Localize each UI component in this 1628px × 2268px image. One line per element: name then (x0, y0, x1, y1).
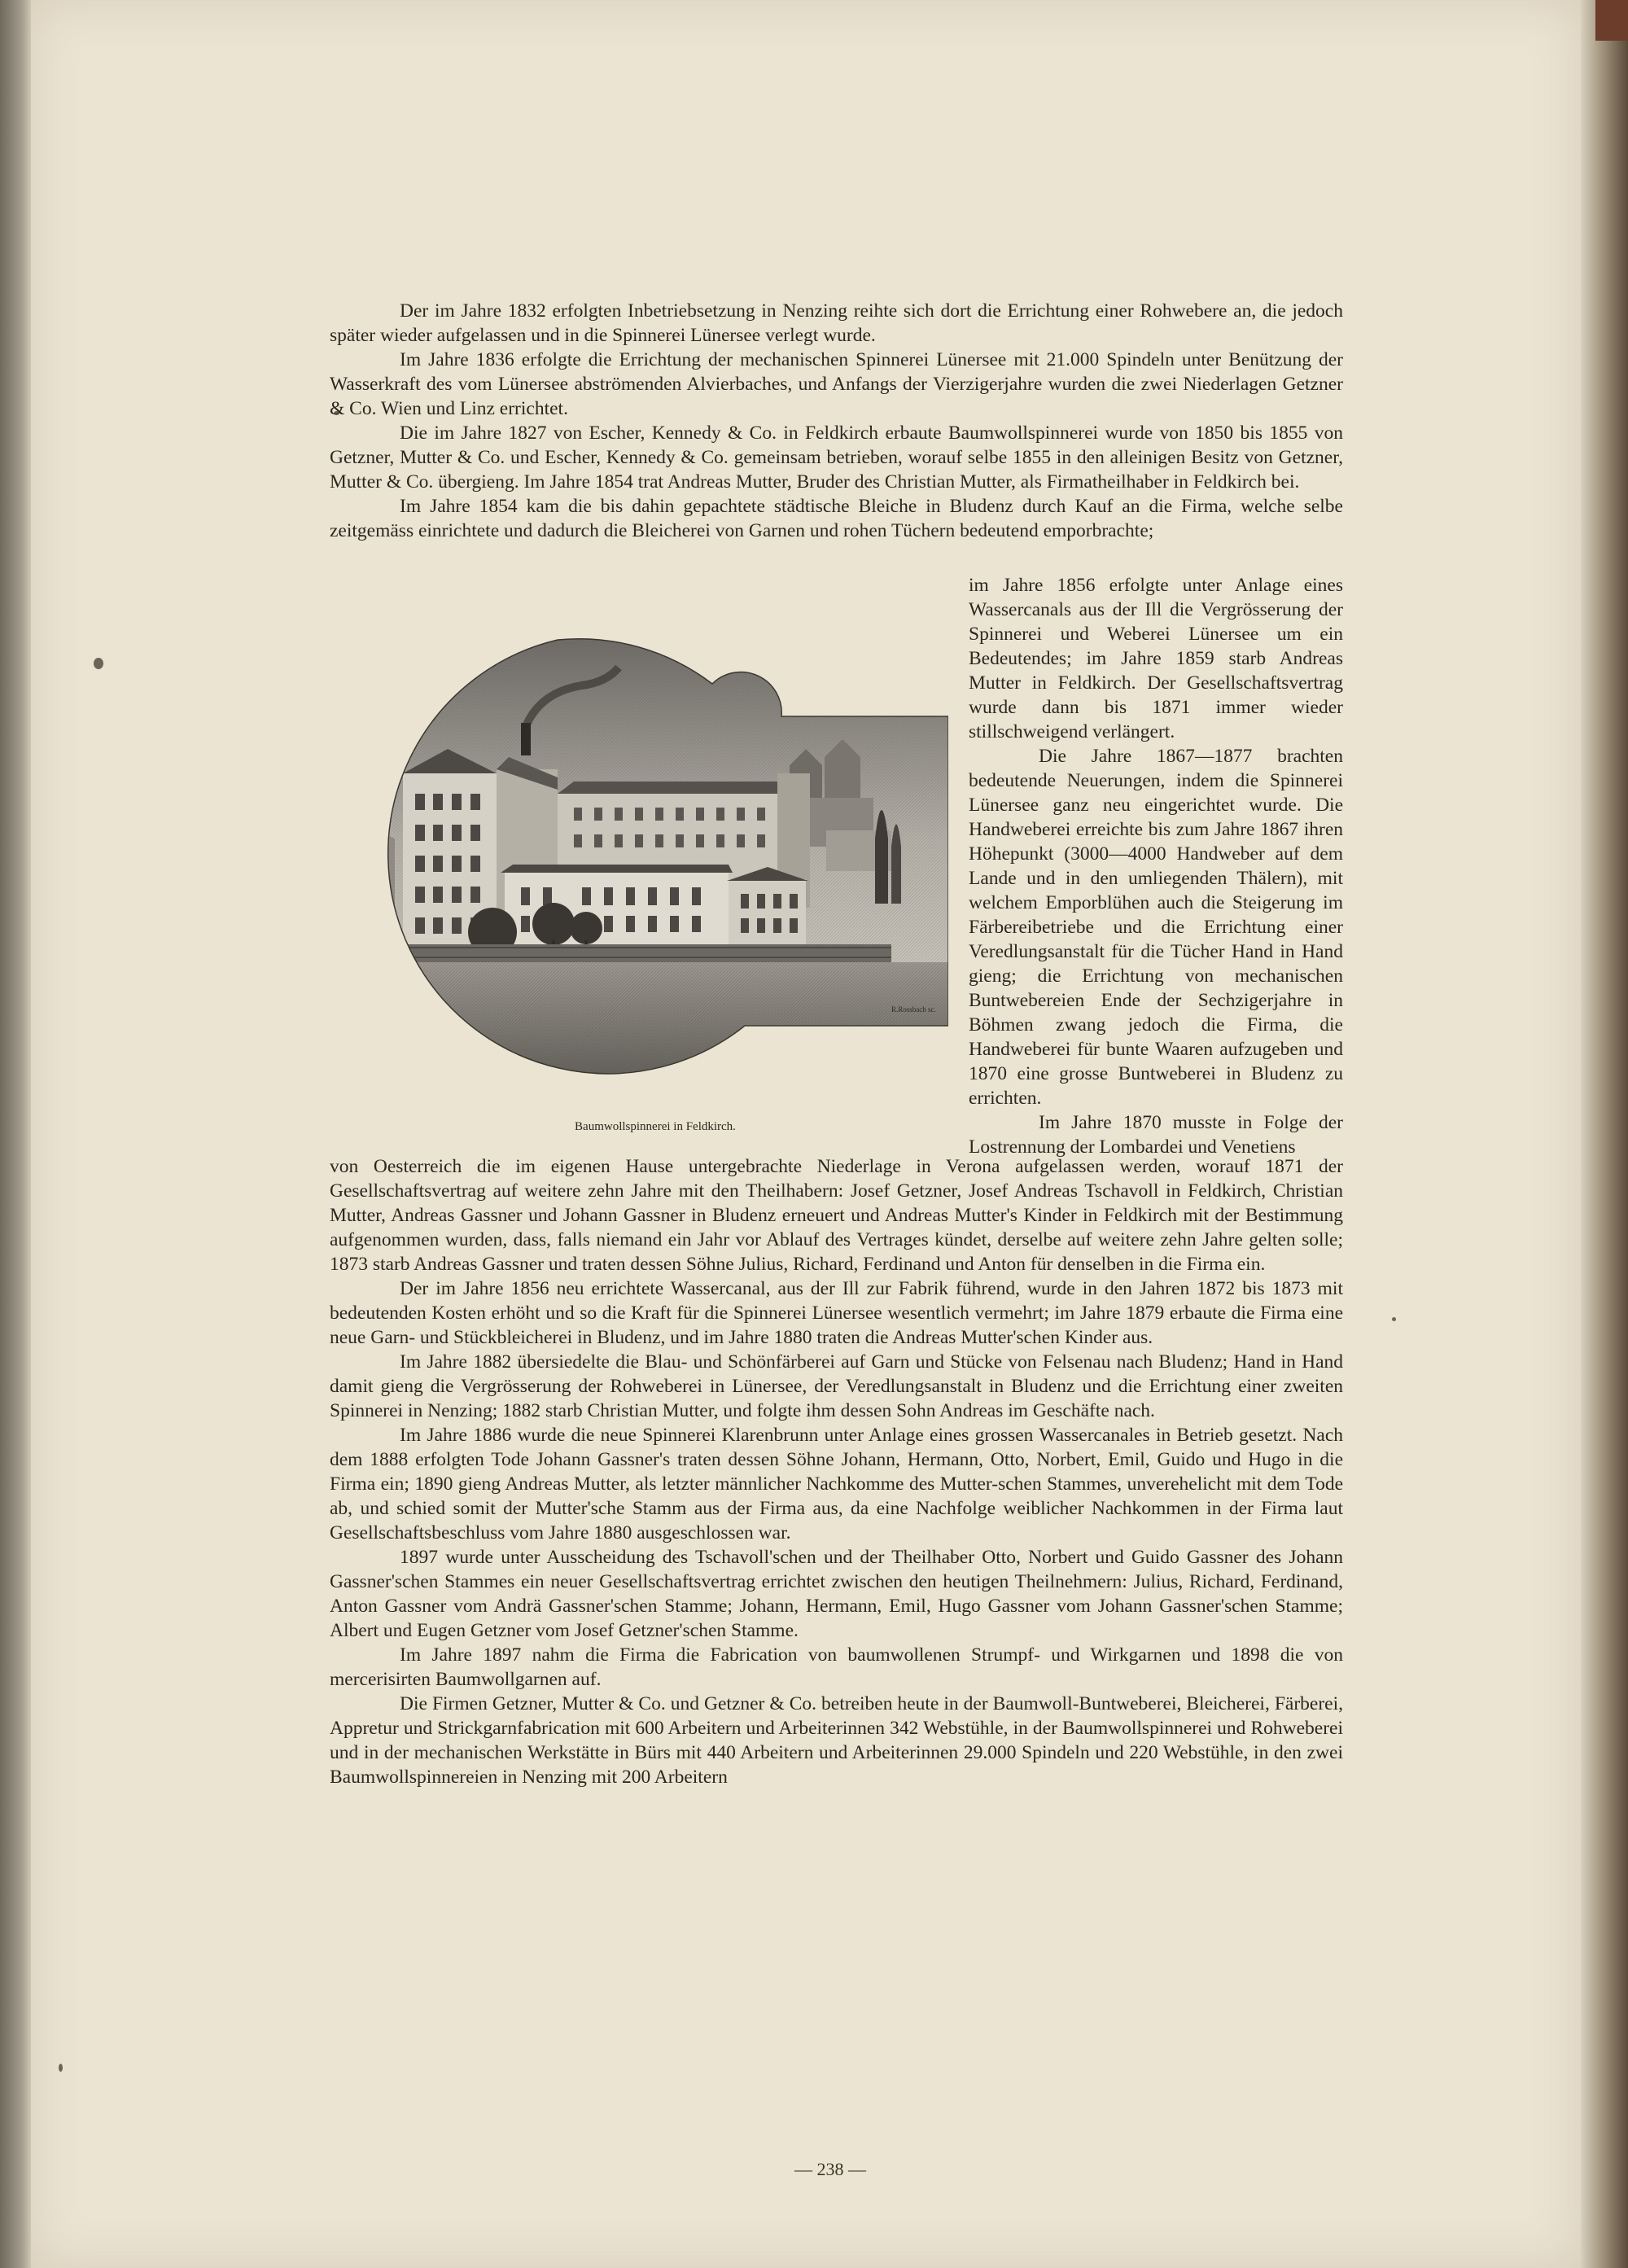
text-block-bottom (330, 1154, 1343, 1789)
page-blemish (59, 2064, 63, 2072)
book-gutter (0, 0, 31, 2268)
paragraph: Im Jahre 1854 kam die bis dahin gepachtete städtische Bleiche in Bludenz durch Kauf an die Firma, welche selbe zeitgemäss einrichtete und dadurch die Bleicherei von Garnen und rohen Tüchern bedeutend emporbrachte; (330, 496, 1343, 541)
paragraph: Die Jahre 1867—1877 brachten bedeutende Neuerungen, indem die Spinnerei Lünersee ganz neu eingerichtet wurde. Die Handweberei erreichte bis zum Jahre 1867 ihren Höhepunkt (3000—4000 Handweber auf dem Lande und in den umliegenden Thälern), mit welchem Emporblühen auch die Steigerung im Färbereibetriebe und die Errichtung einer Veredlungsanstalt für die Tücher Hand in Hand gieng; die Errichtung von mechanischen Buntwebereien Ende der Sechzigerjahre in Böhmen zwang jedoch die Firma, die Handweberei für bunte Waaren aufzugeben und 1870 eine grosse Buntweberei in Bludenz zu errichten. (969, 746, 1343, 1109)
paragraph: Der im Jahre 1856 neu errichtete Wassercanal, aus der Ill zur Fabrik führend, wurde in den Jahren 1872 bis 1873 mit bedeutenden Kosten erhöht und so die Kraft für die Spinnerei Lünersee wesentlich vermehrt; im Jahre 1879 erbaute die Firma eine neue Garn- und Stückbleicherei in Bludenz, und im Jahre 1880 traten die Andreas Mutter'schen Kinder aus. (330, 1278, 1343, 1348)
text-column-right (969, 573, 1343, 1159)
figure-caption: Baumwollspinnerei in Feldkirch. (575, 1120, 736, 1133)
paragraph: Im Jahre 1870 musste in Folge der Lostrennung der Lombardei und Venetiens (969, 1112, 1343, 1158)
paragraph: Die im Jahre 1827 von Escher, Kennedy & Co. in Feldkirch erbaute Baumwollspinnerei wurde von 1850 bis 1855 von Getzner, Mutter & Co. und Escher, Kennedy & Co. gemeinsam betrieben, worauf selbe 1855 in den alleinigen Besitz von Getzner, Mutter & Co. übergieng. Im Jahre 1854 trat Andreas Mutter, Bruder des Christian Mutter, als Firmatheilhaber in Feldkirch bei. (330, 423, 1343, 493)
paragraph: im Jahre 1856 erfolgte unter Anlage eines Wassercanals aus der Ill die Vergrösserung der Spinnerei und Weberei Lünersee um ein Bedeutendes; im Jahre 1859 starb Andreas Mutter in Feldkirch. Der Gesellschaftsvertrag wurde dann bis 1871 immer wieder stillschweigend verlängert. (969, 575, 1343, 742)
paragraph: Im Jahre 1882 übersiedelte die Blau- und Schönfärberei auf Garn und Stücke von Felsenau nach Bludenz; Hand in Hand damit gieng die Vergrösserung der Rohweberei in Lünersee, der Veredlungsanstalt in Bludenz und die Errichtung einer zweiten Spinnerei in Nenzing; 1882 starb Christian Mutter, und folgte ihm dessen Sohn Andreas im Geschäfte nach. (330, 1351, 1343, 1421)
paragraph: von Oesterreich die im eigenen Hause untergebrachte Niederlage in Verona aufgelassen werden, worauf 1871 der Gesellschaftsvertrag auf weitere zehn Jahre mit den Theilhabern: Josef Getzner, Josef Andreas Tschavoll in Feldkirch, Christian Mutter, Andreas Gassner und Johann Gassner in Bludenz erneuert und Andreas Mutter's Kinder in Feldkirch mit der Bestimmung aufgenommen wurden, dass, falls niemand ein Jahr vor Ablauf des Vertrages kündet, derselbe auf weitere zehn Jahre gelten solle; 1873 starb Andreas Gassner und traten dessen Söhne Julius, Richard, Ferdinand und Anton für denselben in die Firma ein. (330, 1156, 1343, 1275)
page-number: — 238 — (794, 2159, 866, 2179)
engraving-svg (338, 635, 948, 1091)
paragraph: Im Jahre 1886 wurde die neue Spinnerei Klarenbrunn unter Anlage eines grossen Wassercanales in Betrieb gesetzt. Nach dem 1888 erfolgten Tode Johann Gassner's traten dessen Söhne Johann, Hermann, Otto, Norbert, Emil, Guido und Hugo in die Firma ein; 1890 gieng Andreas Mutter, als letzter männlicher Nachkomme des Mutter-schen Stammes, unverehelicht mit dem Tode ab, und schied somit der Mutter'sche Stamm aus der Firma aus, da eine Nachfolge weiblicher Nachkommen in der Firma laut Gesellschaftsbeschluss vom Jahre 1880 ausgeschlossen war. (330, 1425, 1343, 1543)
page-blemish (1392, 1317, 1396, 1321)
paragraph: 1897 wurde unter Ausscheidung des Tschavoll'schen und der Theilhaber Otto, Norbert und Guido Gassner des Johann Gassner'schen Stammes ein neuer Gesellschaftsvertrag errichtet zwischen den heutigen Theilnehmern: Julius, Richard, Ferdinand, Anton Gassner vom Andrä Gassner'schen Stamme; Johann, Hermann, Emil, Hugo Gassner vom Johann Gassner'schen Stamme; Albert und Eugen Getzner vom Josef Getzner'schen Stamme. (330, 1547, 1343, 1641)
factory-illustration (338, 635, 948, 1091)
paragraph: Der im Jahre 1832 erfolgten Inbetriebsetzung in Nenzing reihte sich dort die Errichtung einer Rohwebere an, die jedoch später wieder aufgelassen und in die Spinnerei Lünersee verlegt wurde. (330, 300, 1343, 346)
page-edge (1581, 0, 1628, 2268)
engraver-signature: R.Rossbach sc. (891, 1005, 936, 1014)
text-block-top (330, 299, 1343, 543)
paragraph: Im Jahre 1836 erfolgte die Errichtung der mechanischen Spinnerei Lünersee mit 21.000 Spindeln unter Benützung der Wasserkraft des vom Lünersee abströmenden Alvierbaches, und Anfangs der Vierzigerjahre wurden die zwei Niederlagen Getzner & Co. Wien und Linz errichtet. (330, 349, 1343, 419)
cover-edge (1595, 0, 1628, 41)
paragraph: Die Firmen Getzner, Mutter & Co. und Getzner & Co. betreiben heute in der Baumwoll-Buntweberei, Bleicherei, Färberei, Appretur und Strickgarnfabrication mit 600 Arbeitern und Arbeiterinnen 342 Webstühle, in der Baumwollspinnerei und Rohweberei und in der mechanischen Werkstätte in Bürs mit 440 Arbeitern und Arbeiterinnen 29.000 Spindeln und 220 Webstühle, in den zwei Baumwollspinnereien in Nenzing mit 200 Arbeitern (330, 1693, 1343, 1788)
page-blemish (94, 658, 103, 669)
paragraph: Im Jahre 1897 nahm die Firma die Fabrication von baumwollenen Strumpf- und Wirkgarnen und 1898 die von mercerisirten Baumwollgarnen auf. (330, 1644, 1343, 1690)
